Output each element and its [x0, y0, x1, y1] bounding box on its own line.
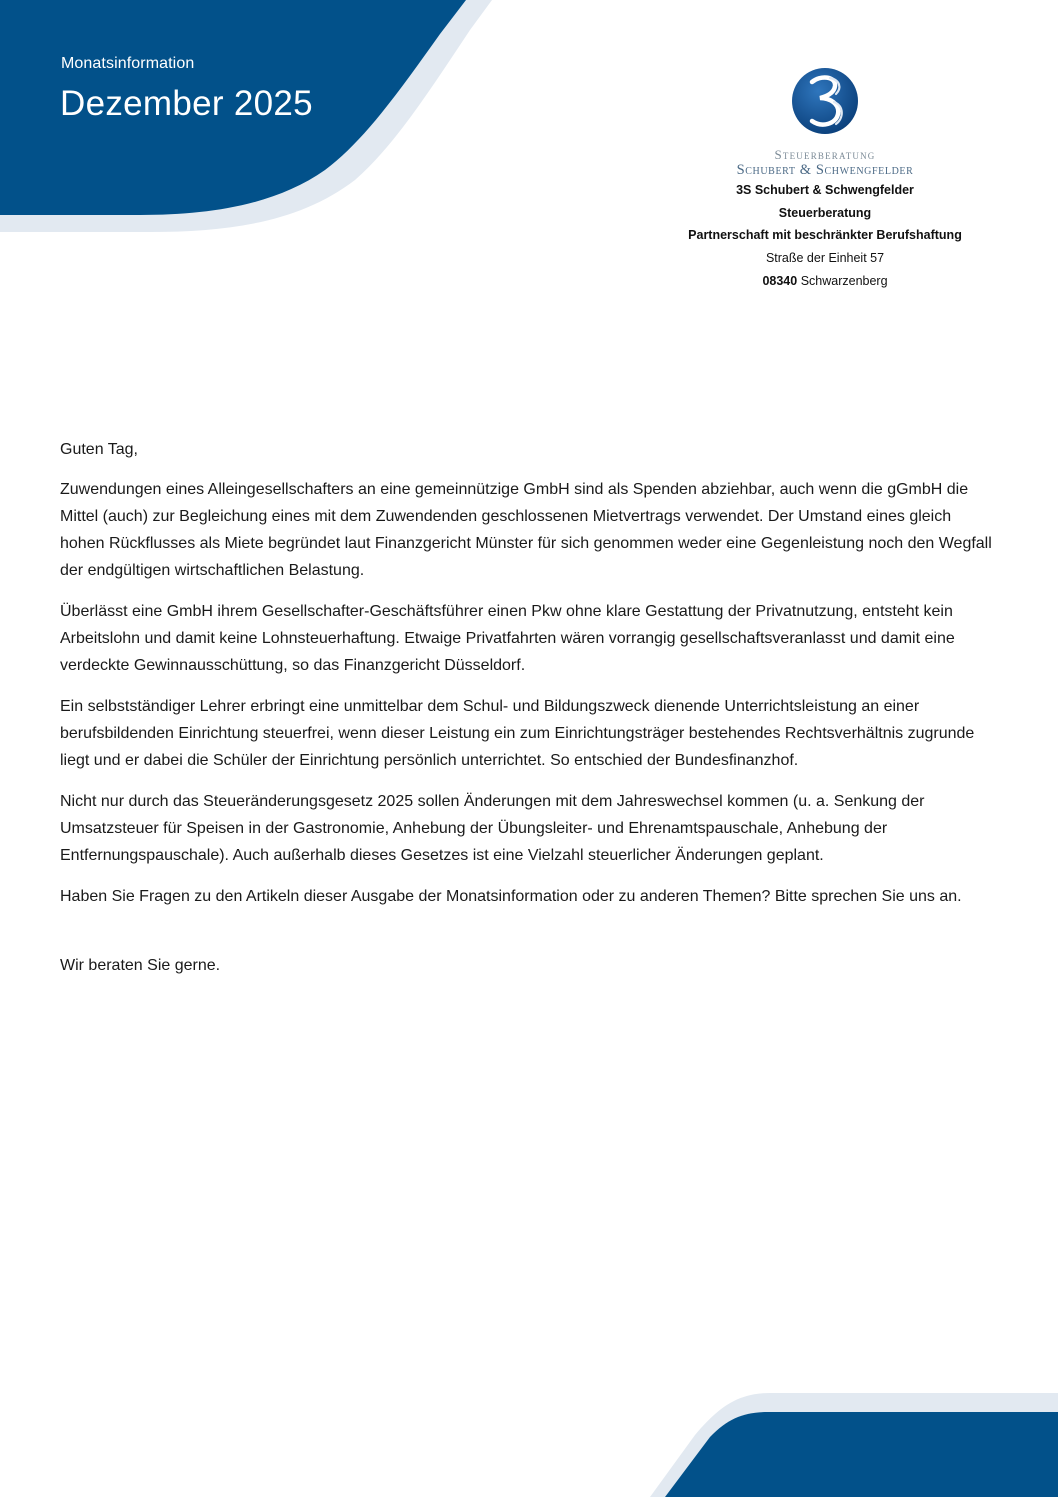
address-legal-form: Partnerschaft mit beschränkter Berufshaftung — [688, 228, 962, 243]
letter-body — [60, 436, 1000, 993]
address-postal-code: 08340 — [762, 273, 798, 288]
paragraph-lehrer-steuerfrei: Ein selbstständiger Lehrer erbringt eine unmittelbar dem Schul- und Bildungszweck dienende Unterrichtsleistung an einer berufsbildenden Einrichtung steuerfrei, wenn dieser Leistung ein zum Einrichtungsträger bestehendes Rechtsverhältnis zugrunde liegt und er dabei die Schüler der Einrichtung persönlich unterrichtet. So entschied der Bundesfinanzhof. — [60, 698, 975, 769]
address-city-line — [660, 270, 990, 293]
firm-address — [660, 179, 990, 293]
paragraph-steueraenderungsgesetz: Nicht nur durch das Steueränderungsgesetz 2025 sollen Änderungen mit dem Jahreswechsel kommen (u. a. Senkung der Umsatzsteuer für Speisen in der Gastronomie, Anhebung der Übungsleiter- und Ehrenamtspauschale, Anhebung der Entfernungspauschale). Auch außerhalb dieses Gesetzes ist eine Vielzahl steuerlicher Änderungen geplant. — [60, 793, 925, 864]
wordmark-line-1: Steuerberatung — [774, 147, 876, 162]
greeting: Guten Tag, — [60, 441, 138, 458]
paragraph-pkw-gesellschafter: Überlässt eine GmbH ihrem Gesellschafter-Geschäftsführer einen Pkw ohne klare Gestattung der Privatnutzung, entsteht kein Arbeitslohn und damit keine Lohnsteuerhaftung. Etwaige Privatfahrten wären vorrangig gesellschaftsveranlasst und damit eine verdeckte Gewinnausschüttung, so das Finanzgericht Düsseldorf. — [60, 603, 955, 674]
newsletter-title: Dezember 2025 — [60, 84, 313, 123]
paragraph-fragen: Haben Sie Fragen zu den Artikeln dieser Ausgabe der Monatsinformation oder zu anderen Themen? Bitte sprechen Sie uns an. — [60, 888, 962, 905]
paragraph-spenden-ggmbh: Zuwendungen eines Alleingesellschafters an eine gemeinnützige GmbH sind als Spenden abziehbar, auch wenn die gGmbH die Mittel (auch) zur Begleichung eines mit dem Zuwendenden geschlossenen Mietvertrags verwendet. Der Umstand eines gleich hohen Rückflusses als Miete begründet laut Finanzgericht Münster für sich genommen weder eine Gegenleistung noch den Wegfall der endgültigen wirtschaftlichen Belastung. — [60, 481, 992, 579]
wordmark-line-2: Schubert & Schwengfelder — [736, 162, 914, 178]
address-city: Schwarzenberg — [800, 273, 888, 288]
closing-line: Wir beraten Sie gerne. — [60, 957, 221, 974]
address-street: Straße der Einheit 57 — [765, 251, 885, 266]
footer-wave-decoration — [640, 1380, 1058, 1497]
address-company: 3S Schubert & Schwengfelder — [736, 183, 914, 197]
newsletter-kicker: Monatsinformation — [61, 55, 195, 72]
footer-blue-band — [665, 1412, 1058, 1497]
3s-monogram-logo-icon — [790, 66, 860, 136]
firm-brand-block — [660, 66, 990, 293]
address-division: Steuerberatung — [778, 205, 872, 220]
